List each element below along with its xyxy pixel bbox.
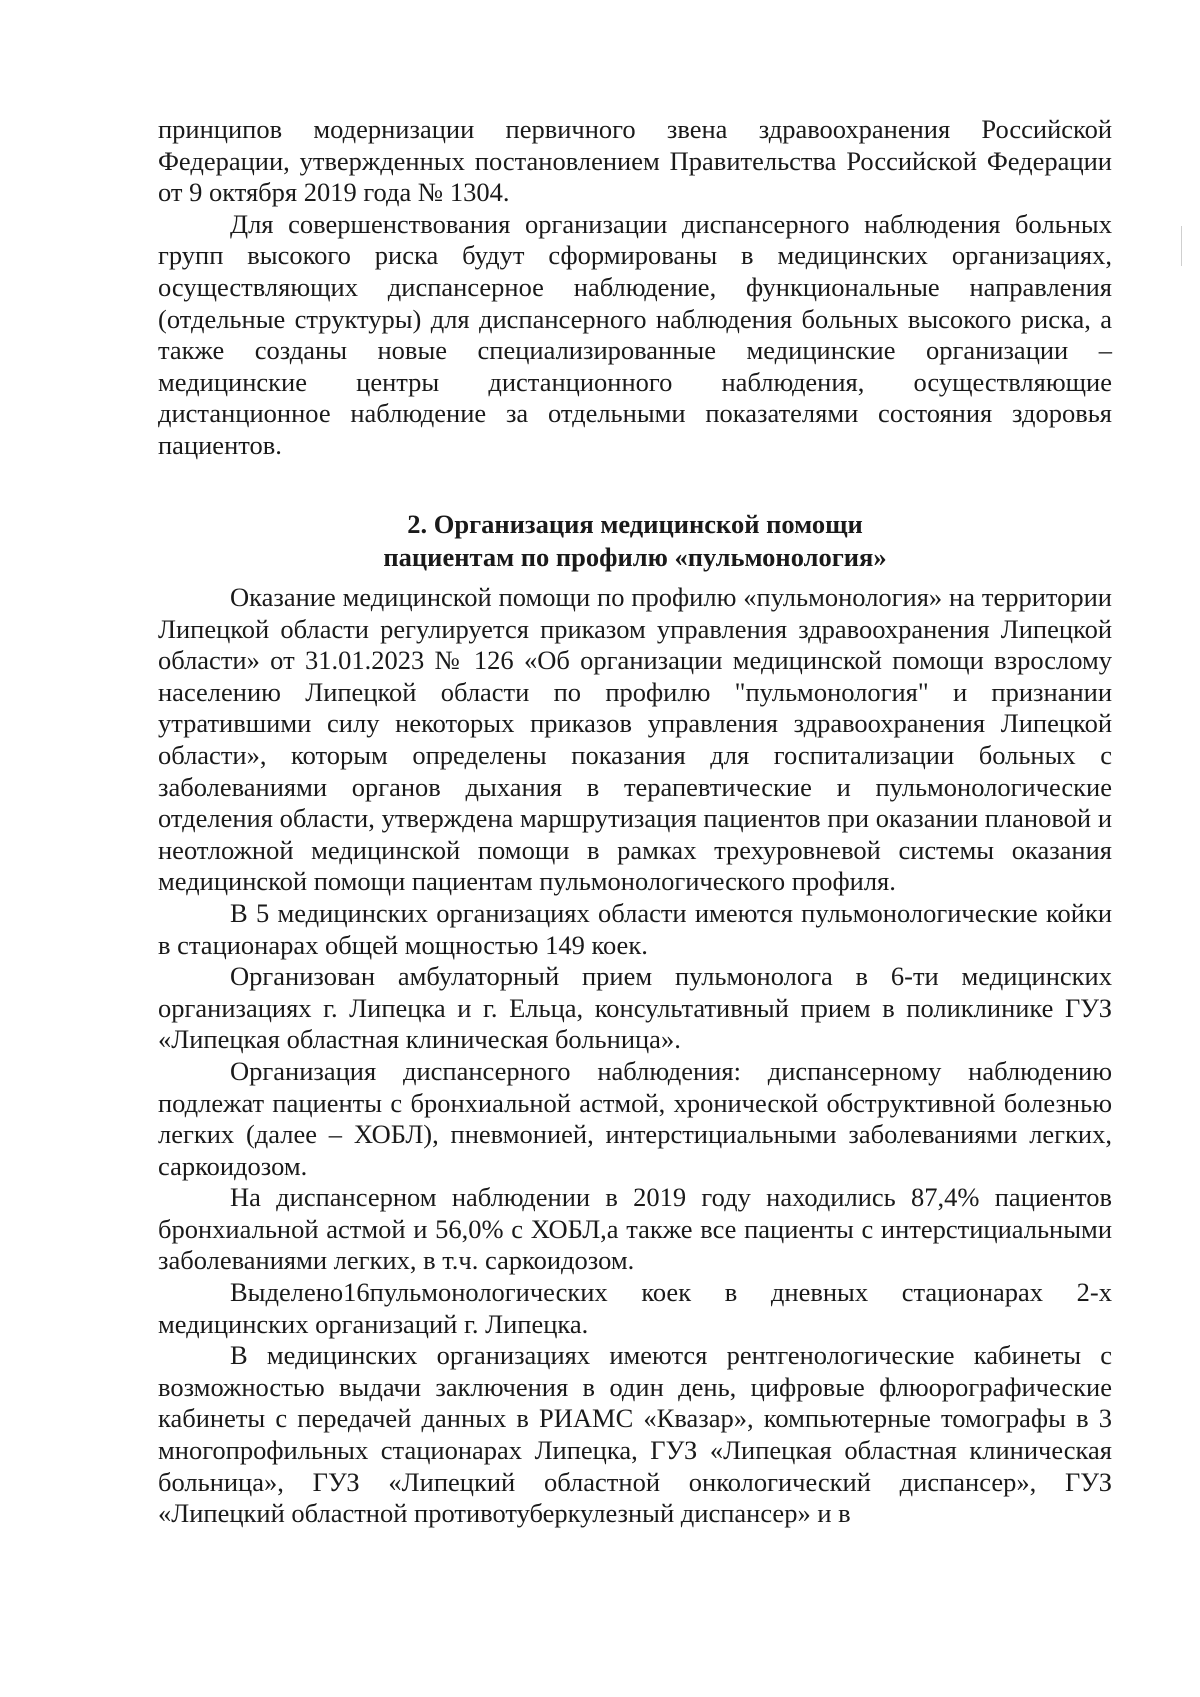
section-paragraph-5: На диспансерном наблюдении в 2019 году находились 87,4% пациентов бронхиальной астмой и 56,0% с ХОБЛ,а также все пациенты с интерстициальными заболеваниями легких, в т.ч. саркоидозом. [158, 1182, 1112, 1276]
section-paragraph-7: В медицинских организациях имеются рентгенологические кабинеты с возможностью выдачи заключения в один день, цифровые флюорографические кабинеты с передачей данных в РИАМС «Квазар», компьютерные томографы в 3 многопрофильных стационарах Липецка, ГУЗ «Липецкая областная клиническая больница», ГУЗ «Липецкий областной онкологический диспансер», ГУЗ «Липецкий областной противотуберкулезный диспансер» и в [158, 1340, 1112, 1529]
section-text [158, 582, 1112, 1530]
section-heading-line-2: пациентам по профилю «пульмонология» [383, 542, 887, 572]
intro-paragraph-1: принципов модернизации первичного звена здравоохранения Российской Федерации, утвержденных постановлением Правительства Российской Федерации от 9 октября 2019 года № 1304. [158, 114, 1112, 208]
section-heading-line-1: 2. Организация медицинской помощи [407, 509, 863, 539]
section-paragraph-6: Выделено16пульмонологических коек в дневных стационарах 2-х медицинских организаций г. Липецка. [158, 1277, 1112, 1339]
intro-text [158, 114, 1112, 462]
intro-paragraph-2: Для совершенствования организации диспансерного наблюдения больных групп высокого риска будут сформированы в медицинских организациях, осуществляющих диспансерное наблюдение, функциональные направления (отдельные структуры) для диспансерного наблюдения больных высокого риска, а также созданы новые специализированные медицинские организации – медицинские центры дистанционного наблюдения, осуществляющие дистанционное наблюдение за отдельными показателями состояния здоровья пациентов. [158, 208, 1112, 460]
section-paragraph-1: Оказание медицинской помощи по профилю «пульмонология» на территории Липецкой области регулируется приказом управления здравоохранения Липецкой области» от 31.01.2023 № 126 «Об организации медицинской помощи взрослому населению Липецкой области по профилю "пульмонология" и признании утратившими силу некоторых приказов управления здравоохранения Липецкой области», которым определены показания для госпитализации больных с заболеваниями органов дыхания в терапевтические и пульмонологические отделения области, утверждена маршрутизация пациентов при оказании плановой и неотложной медицинской помощи в рамках трехуровневой системы оказания медицинской помощи пациентам пульмонологического профиля. [158, 582, 1112, 897]
section-heading [158, 508, 1112, 574]
section-paragraph-3: Организован амбулаторный прием пульмонолога в 6-ти медицинских организациях г. Липецка и г. Ельца, консультативный прием в поликлинике ГУЗ «Липецкая областная клиническая больница». [158, 961, 1112, 1055]
section-paragraph-2: В 5 медицинских организациях области имеются пульмонологические койки в стационарах общей мощностью 149 коек. [158, 897, 1112, 960]
section-paragraph-4: Организация диспансерного наблюдения: диспансерному наблюдению подлежат пациенты с бронхиальной астмой, хронической обструктивной болезнью легких (далее – ХОБЛ), пневмонией, интерстициальными заболеваниями легких, саркоидозом. [158, 1055, 1112, 1181]
scan-artifact-mark [1181, 226, 1182, 266]
